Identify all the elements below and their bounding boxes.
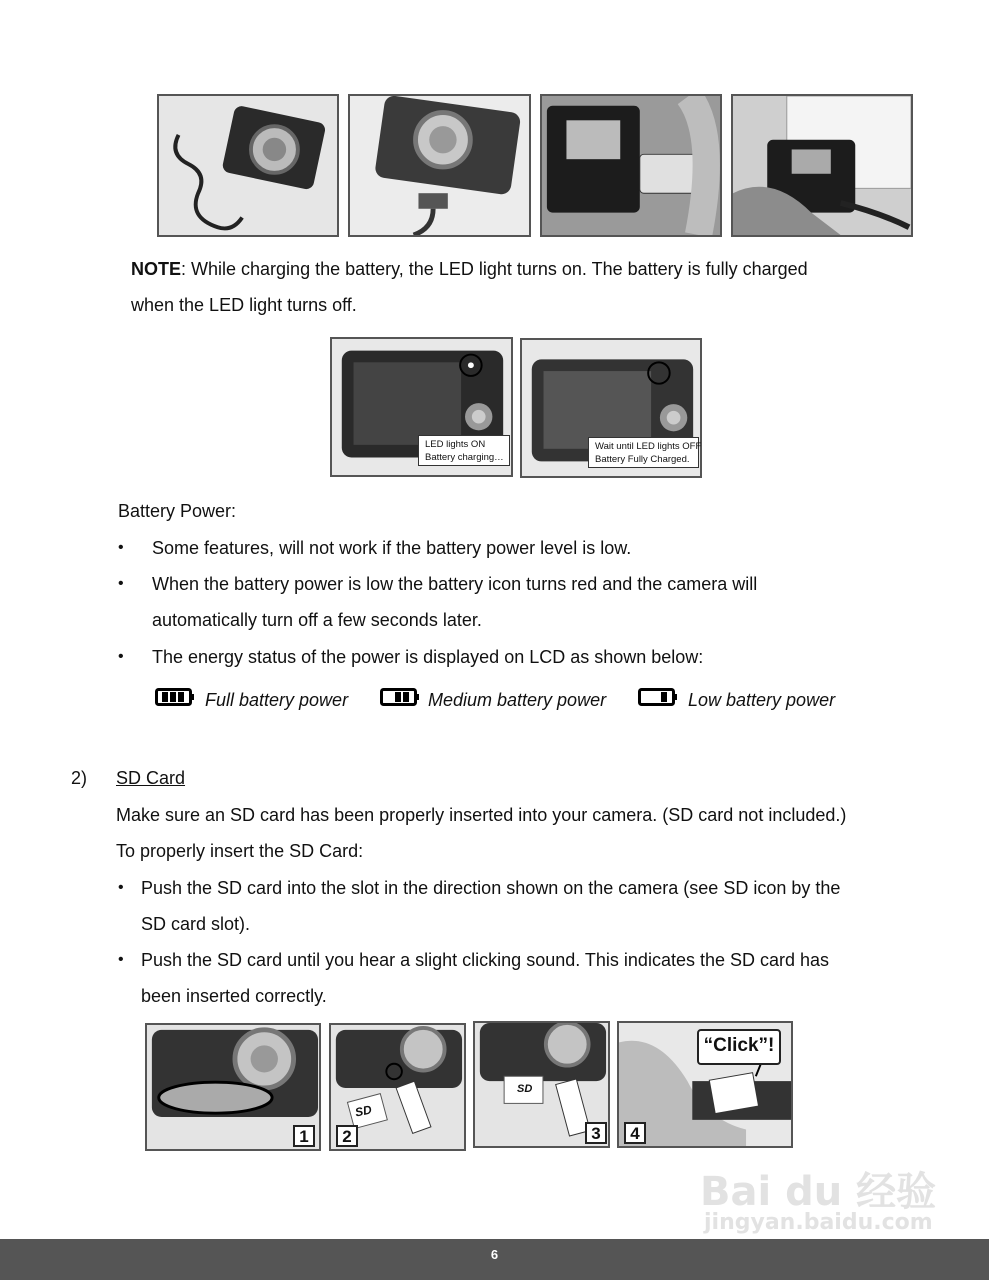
bullet-dot: • bbox=[118, 648, 124, 665]
battery-low-label: Low battery power bbox=[688, 690, 836, 710]
battery-full-label: Full battery power bbox=[205, 690, 349, 710]
sd-line-1: Make sure an SD card has been properly inserted into your camera. (SD card not included.) bbox=[116, 805, 847, 825]
photo-camera-and-cable bbox=[157, 94, 339, 237]
led-off-callout bbox=[588, 437, 702, 468]
photo-camera-usb-plug bbox=[348, 94, 531, 237]
led-on-line-1: LED lights ON bbox=[425, 439, 486, 450]
click-callout: “Click”! bbox=[697, 1029, 781, 1065]
note-label: NOTE bbox=[131, 259, 182, 279]
bullet-dot: • bbox=[118, 539, 124, 556]
photo-sd-step-1 bbox=[145, 1023, 321, 1151]
photo-sd-step-2 bbox=[329, 1023, 466, 1151]
sd-bullet-2-cont: been inserted correctly. bbox=[141, 986, 327, 1006]
sd-line-2: To properly insert the SD Card: bbox=[116, 841, 364, 861]
sd-section-number: 2) bbox=[71, 768, 88, 788]
bullet-dot: • bbox=[118, 575, 124, 592]
step-number-2: 2 bbox=[336, 1125, 358, 1147]
sd-section-title: SD Card bbox=[116, 768, 186, 788]
battery-full-icon bbox=[155, 687, 195, 707]
led-on-callout bbox=[418, 435, 510, 466]
step-number-3: 3 bbox=[585, 1122, 607, 1144]
bullet-dot: • bbox=[118, 951, 124, 968]
led-off-line-1: Wait until LED lights OFF bbox=[595, 441, 702, 452]
sd-card-label: SD bbox=[517, 1083, 533, 1095]
sd-bullet-1-cont: SD card slot). bbox=[141, 914, 251, 934]
step-number-1: 1 bbox=[293, 1125, 315, 1147]
photo-sd-step-4 bbox=[617, 1021, 793, 1148]
sd-card-label: SD bbox=[353, 1102, 373, 1120]
note-line-2: when the LED light turns off. bbox=[131, 295, 357, 315]
page-footer bbox=[0, 1239, 989, 1280]
led-off-line-2: Battery Fully Charged. bbox=[595, 454, 690, 465]
baidu-watermark: Bai du 经验 bbox=[700, 1169, 937, 1215]
battery-bullet-1: Some features, will not work if the battery power level is low. bbox=[152, 538, 632, 558]
battery-bullet-2-cont: automatically turn off a few seconds later. bbox=[152, 610, 482, 630]
photo-sd-step-3 bbox=[473, 1021, 610, 1148]
page-number: 6 bbox=[490, 1247, 499, 1262]
battery-low-icon bbox=[638, 687, 678, 707]
bullet-dot: • bbox=[118, 879, 124, 896]
photo-adapter-usb bbox=[540, 94, 722, 237]
baidu-watermark-url: jingyan.baidu.com bbox=[704, 1210, 933, 1235]
battery-medium-label: Medium battery power bbox=[428, 690, 607, 710]
sd-bullet-1: Push the SD card into the slot in the direction shown on the camera (see SD icon by the bbox=[141, 878, 841, 898]
photo-adapter-wall-socket bbox=[731, 94, 913, 237]
battery-medium-icon bbox=[380, 687, 420, 707]
sd-bullet-2: Push the SD card until you hear a slight clicking sound. This indicates the SD card has bbox=[141, 950, 830, 970]
step-number-4: 4 bbox=[624, 1122, 646, 1144]
battery-bullet-2: When the battery power is low the battery icon turns red and the camera will bbox=[152, 574, 758, 594]
note-line-1: NOTE: While charging the battery, the LED light turns on. The battery is fully charged bbox=[131, 259, 808, 279]
battery-bullet-3: The energy status of the power is displayed on LCD as shown below: bbox=[152, 647, 704, 667]
led-on-line-2: Battery charging… bbox=[425, 452, 504, 463]
battery-heading: Battery Power: bbox=[118, 501, 237, 521]
